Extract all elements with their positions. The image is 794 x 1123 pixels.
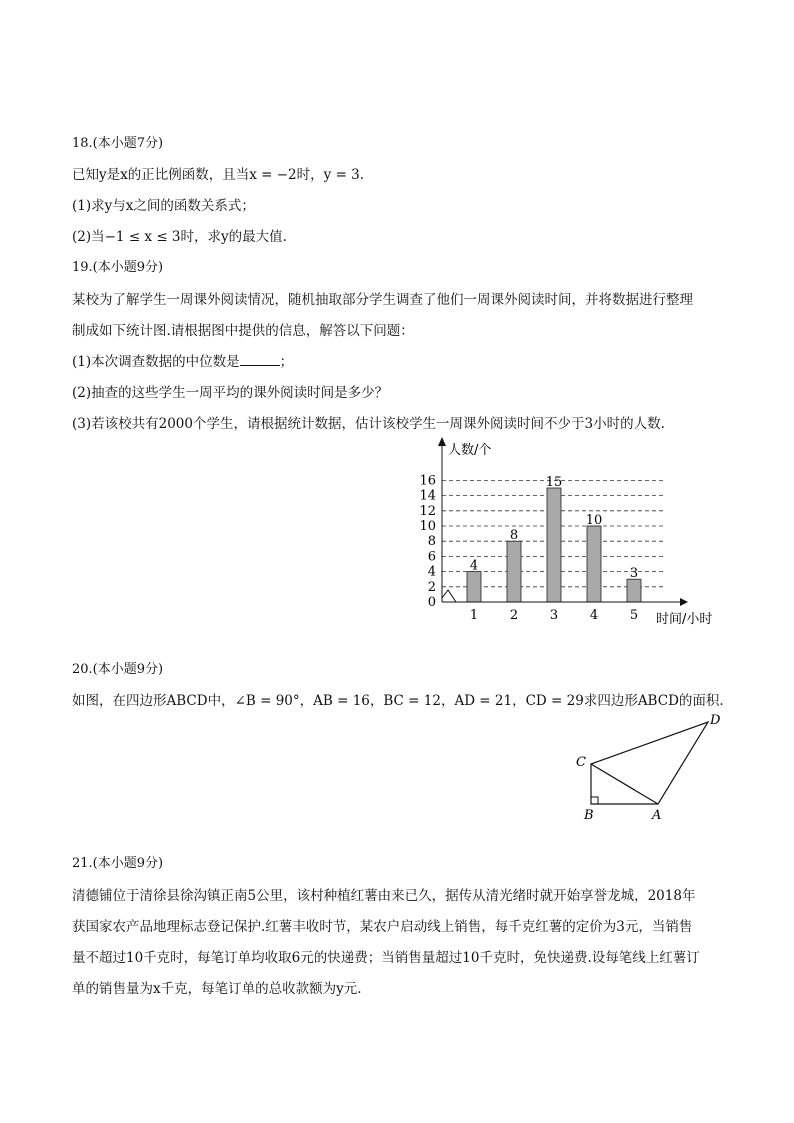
xtick-label: 1 [469,608,479,623]
right-angle-mark [591,797,598,804]
vertex-label-a: A [652,808,662,823]
xtick-label: 3 [549,608,559,623]
ytick-label: 16 [419,473,436,489]
q18-part2: (2)当−1 ≤ x ≤ 3时，求y的最大值. [72,229,287,245]
ytick-label: 4 [427,564,436,580]
y-axis-label: 人数/个 [448,443,492,458]
xtick-label: 4 [589,608,599,623]
chart-xtick-labels [470,608,638,623]
chart-bars [467,488,641,602]
bar-value-label: 4 [469,558,479,574]
chart-ytick-labels [419,473,436,610]
axis-break-mark [442,590,456,602]
ytick-label: 6 [427,549,436,565]
q18-part1: (1)求y与x之间的函数关系式； [72,198,255,214]
q19-heading: 19.(本小题9分) [72,260,164,275]
ytick-label: 8 [427,534,436,550]
q18-heading: 18.(本小题7分) [72,136,164,151]
y-axis-arrow [438,437,446,446]
diagonal-ca [591,764,658,804]
x-axis-label: 时间/小时 [656,612,713,627]
q19-stem-line1: 某校为了解学生一周课外阅读情况，随机抽取部分学生调查了他们一周课外阅读时间，并将数据进行整理 [72,292,693,308]
q21-line2: 获国家农产品地理标志登记保护.红薯丰收时节，某农户启动线上销售，每千克红薯的定价为3元，当销售 [72,919,693,935]
vertex-label-c: C [576,755,586,770]
q19-part1-text: (1)本次调查数据的中位数是 [72,354,240,370]
ytick-label: 10 [419,519,436,534]
bar-value-label: 3 [629,566,639,582]
q19-part2: (2)抽查的这些学生一周平均的课外阅读时间是多少？ [72,385,389,401]
xtick-label: 2 [509,608,519,623]
ytick-label: 0 [427,595,436,610]
bar-1 [467,572,481,602]
bar-value-label: 15 [545,475,563,490]
q21-heading: 21.(本小题9分) [72,856,164,871]
q19-part3: (3)若该校共有2000个学生，请根据统计数据，估计该校学生一周课外阅读时间不少于3小时的人数. [72,416,665,432]
bar-value-label: 8 [509,528,519,544]
q21-line4: 单的销售量为x千克，每笔订单的总收款额为y元. [72,981,362,997]
q19-stem-line2: 制成如下统计图.请根据图中提供的信息，解答以下问题： [72,323,414,339]
bar-5 [627,579,641,602]
quadrilateral-figure [570,708,730,826]
vertex-label-b: B [584,808,594,823]
answer-blank [240,352,280,366]
vertex-label-d: D [710,713,721,728]
q19-part1-end: ； [279,354,294,370]
bar-value-label: 10 [585,513,603,528]
ytick-label: 14 [419,488,436,504]
bar-2 [507,541,521,602]
q18-stem: 已知y是x的正比例函数，且当x = −2时，y = 3. [72,167,365,183]
bar-3 [547,488,561,602]
q21-line1: 清德铺位于清徐县徐沟镇正南5公里，该村种植红薯由来已久，据传从清光绪时就开始享誉龙城，2018年 [72,888,696,904]
q21-line3: 量不超过10千克时，每笔订单均收取6元的快递费；当销售量超过10千克时，免快递费.设每笔线上红薯订 [72,950,700,966]
x-axis-arrow [680,598,688,606]
xtick-label: 5 [629,608,639,623]
q19-part1 [72,352,293,372]
q20-heading: 20.(本小题9分) [72,662,164,677]
bar-chart [418,436,728,632]
ytick-label: 2 [427,579,436,595]
quadrilateral-abcd [591,722,708,804]
q20-stem: 如图，在四边形ABCD中，∠B = 90°，AB = 16，BC = 12，AD = 21，CD = 29求四边形ABCD的面积. [72,693,724,709]
ytick-label: 12 [419,503,436,519]
bar-4 [587,526,601,602]
